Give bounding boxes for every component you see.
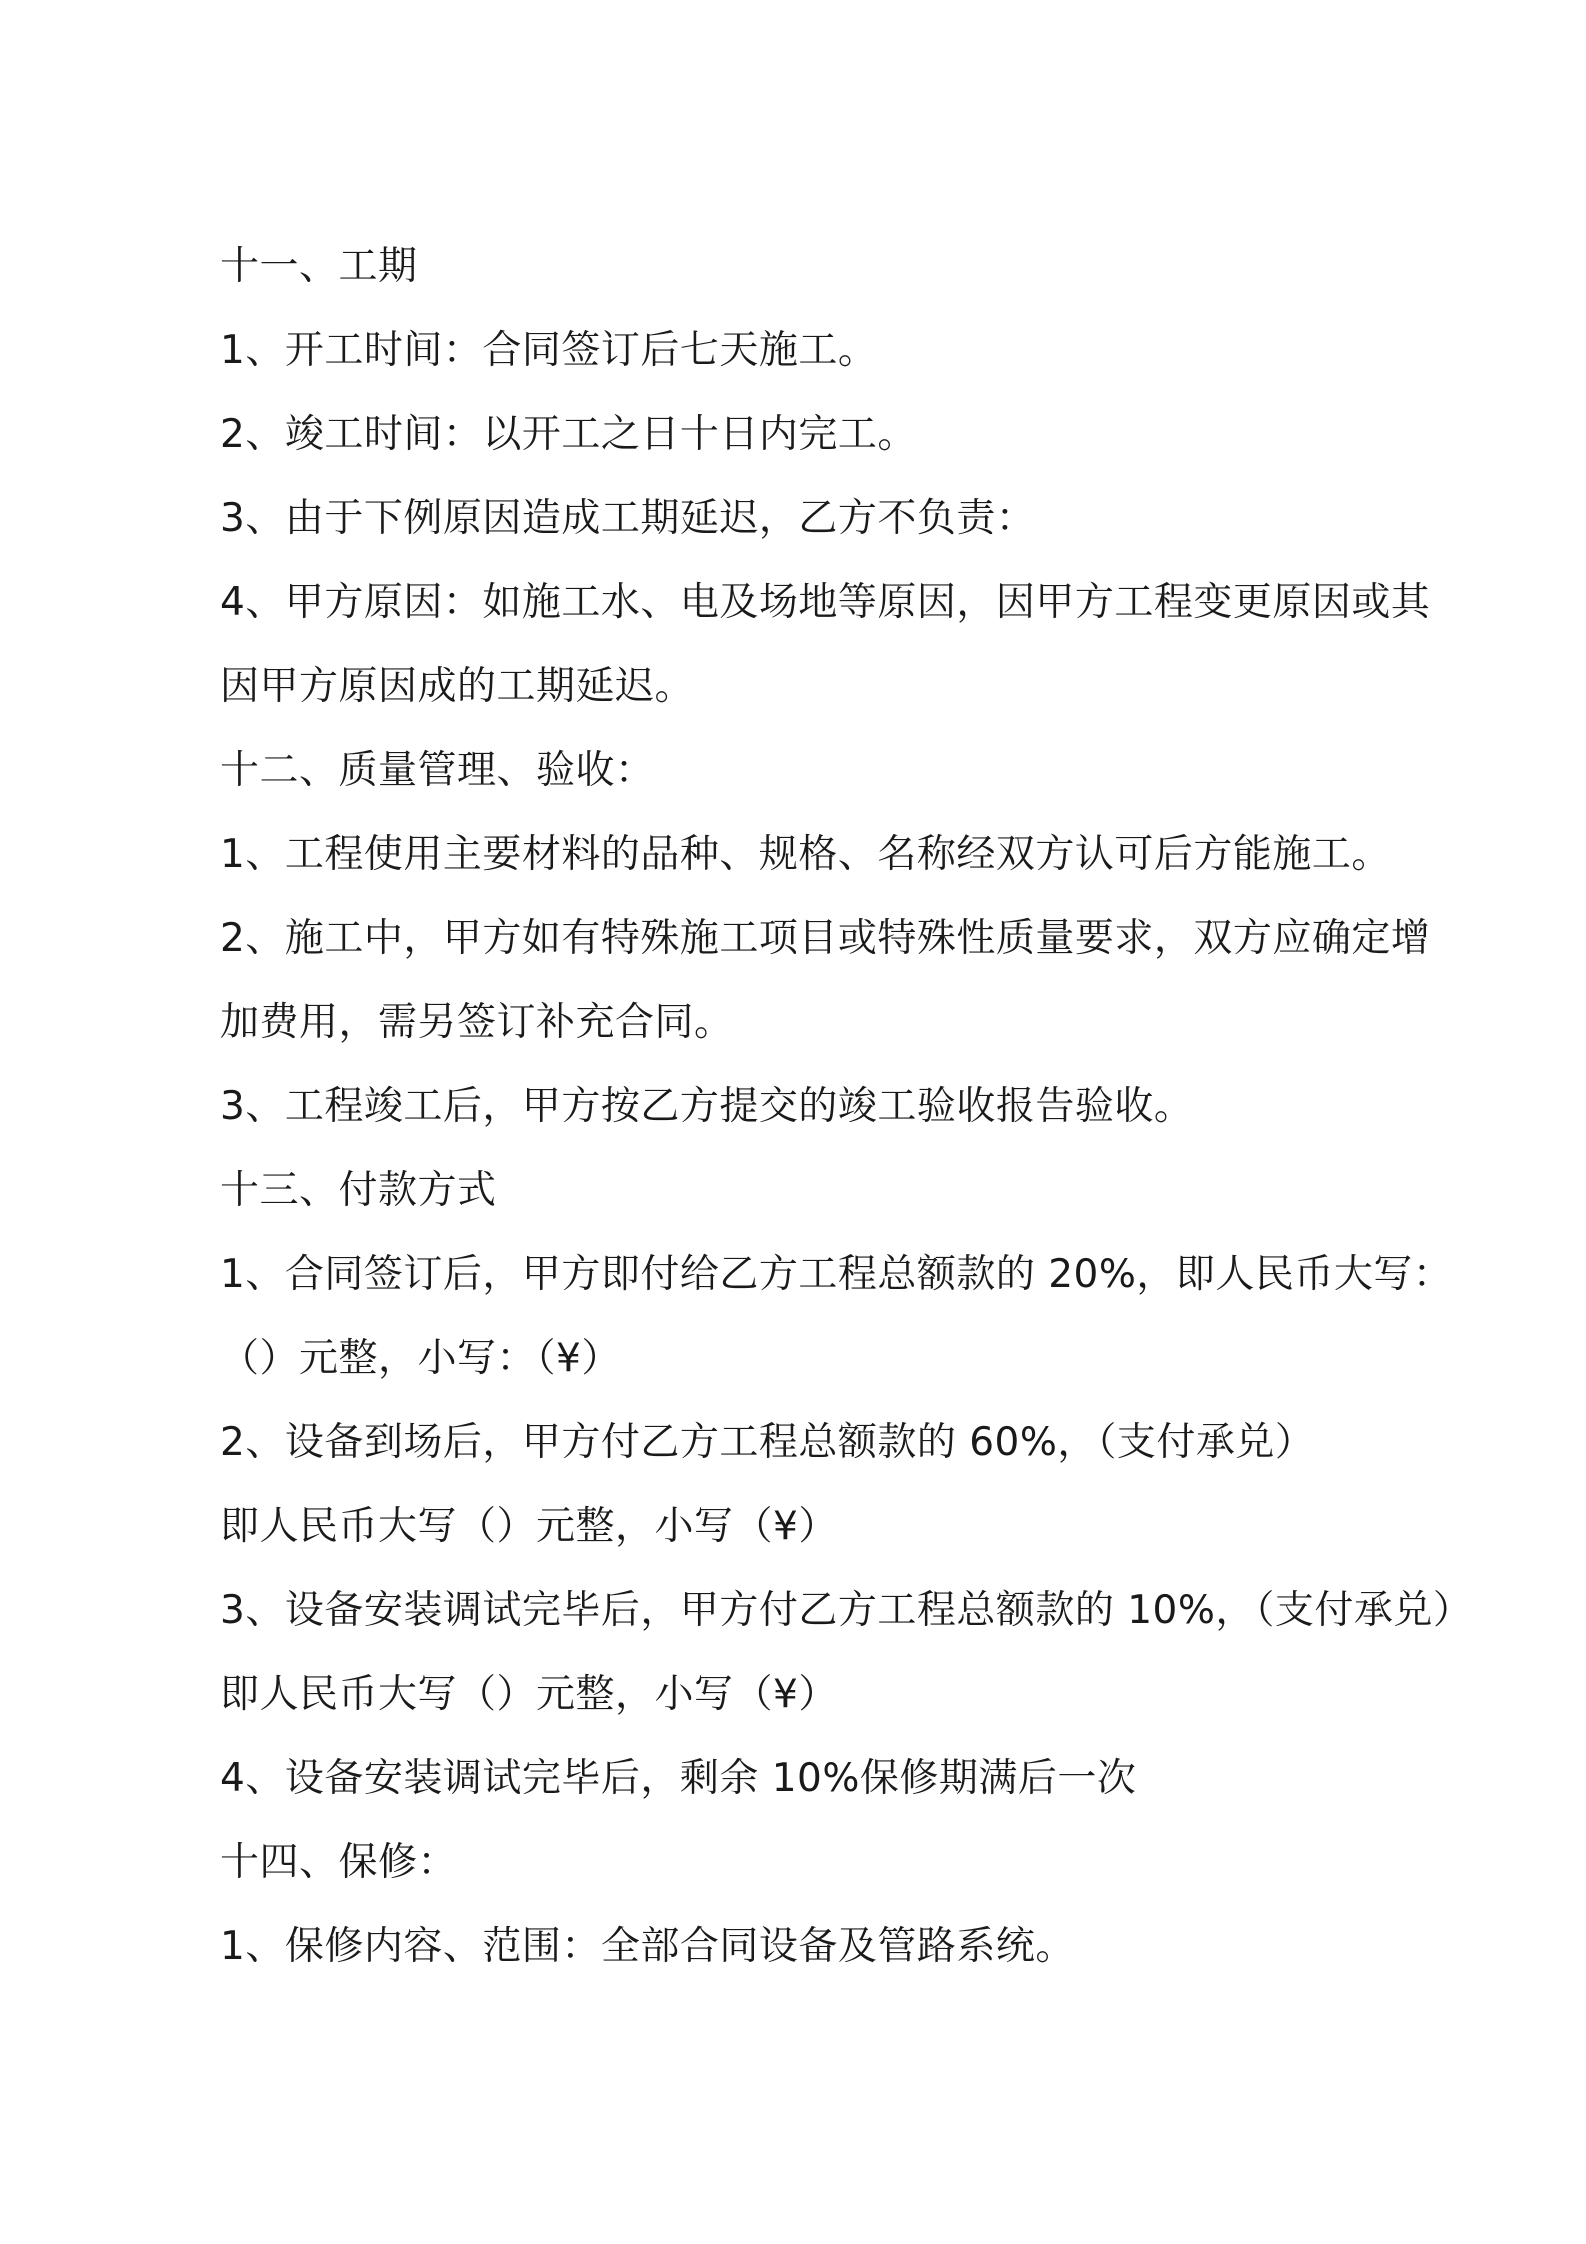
section-heading-payment: 十三、付款方式 [220, 1168, 497, 1213]
paragraph-line: 1、工程使用主要材料的品种、规格、名称经双方认可后方能施工。 [220, 832, 1391, 877]
paragraph-line: （）元整，小写：（¥） [220, 1336, 621, 1381]
paragraph-line: 3、由于下例原因造成工期延迟，乙方不负责： [220, 496, 1036, 541]
section-heading-quality: 十二、质量管理、验收： [220, 748, 655, 793]
paragraph-line: 2、施工中，甲方如有特殊施工项目或特殊性质量要求，双方应确定增 [220, 916, 1431, 961]
paragraph-line: 即人民币大写（）元整，小写（¥） [220, 1672, 838, 1717]
paragraph-line: 2、设备到场后，甲方付乙方工程总额款的 60%，（支付承兑） [220, 1420, 1315, 1465]
document-body [220, 225, 1473, 1989]
paragraph-line: 即人民币大写（）元整，小写（¥） [220, 1504, 838, 1549]
paragraph-line: 4、设备安装调试完毕后，剩余 10%保修期满后一次 [220, 1756, 1137, 1801]
paragraph-line: 1、合同签订后，甲方即付给乙方工程总额款的 20%，即人民币大写： [220, 1252, 1453, 1297]
section-heading-warranty: 十四、保修： [220, 1840, 458, 1885]
paragraph-line: 3、工程竣工后，甲方按乙方提交的竣工验收报告验收。 [220, 1084, 1194, 1129]
paragraph-line: 2、竣工时间：以开工之日十日内完工。 [220, 412, 917, 457]
paragraph-line: 1、保修内容、范围：全部合同设备及管路系统。 [220, 1924, 1075, 1969]
paragraph-line: 加费用，需另签订补充合同。 [220, 1000, 734, 1045]
section-heading-schedule: 十一、工期 [220, 244, 418, 289]
paragraph-line: 3、设备安装调试完毕后，甲方付乙方工程总额款的 10%，（支付承兑） [220, 1588, 1473, 1633]
paragraph-line: 因甲方原因成的工期延迟。 [220, 664, 695, 709]
paragraph-line: 4、甲方原因：如施工水、电及场地等原因，因甲方工程变更原因或其 [220, 580, 1431, 625]
paragraph-line: 1、开工时间：合同签订后七天施工。 [220, 328, 878, 373]
